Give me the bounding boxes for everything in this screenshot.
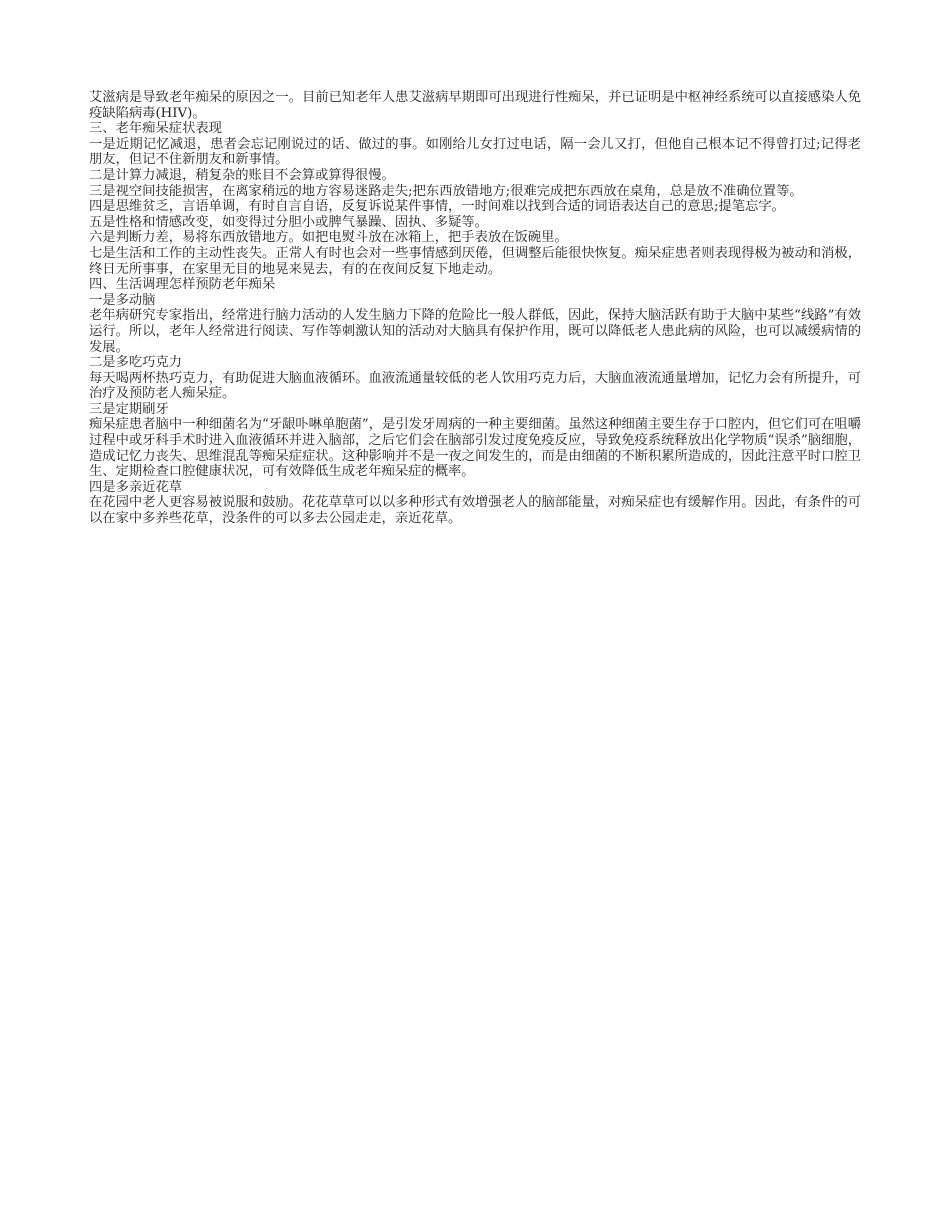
symptom-paragraph-1: 一是近期记忆减退，患者会忘记刚说过的话、做过的事。如刚给儿女打过电话，隔一会儿又打，但他自己根本记不得曾打过;记得老朋友，但记不住新朋友和新事情。 xyxy=(89,136,861,168)
subheading-brush-teeth: 三是定期刷牙 xyxy=(89,401,169,417)
section-heading-symptoms: 三、老年痴呆症状表现 xyxy=(89,121,222,137)
paragraph-brush-teeth: 痴呆症患者脑中一种细菌名为“牙龈卟啉单胞菌”，是引发牙周病的一种主要细菌。虽然这种细菌主要生存于口腔内，但它们可在咀嚼过程中或牙科手术时进入血液循环并进入脑部，之后它们会在脑部引发过度免疫反应，导致免疫系统释放出化学物质“误杀”脑细胞，造成记忆力丧失、思维混乱等痴呆症症状。这种影响并不是一夜之间发生的，而是由细菌的不断积累所造成的，因此注意平时口腔卫生、定期检查口腔健康状况，可有效降低生成老年痴呆症的概率。 xyxy=(89,417,861,480)
document-body xyxy=(89,90,861,527)
paragraph-use-brain: 老年病研究专家指出，经常进行脑力活动的人发生脑力下降的危险比一般人群低，因此，保持大脑活跃有助于大脑中某些“线路”有效运行。所以，老年人经常进行阅读、写作等刺激认知的活动对大脑具有保护作用，既可以降低老人患此病的风险，也可以减缓病情的发展。 xyxy=(89,308,861,355)
paragraph-chocolate: 每天喝两杯热巧克力，有助促进大脑血液循环。血液流通量较低的老人饮用巧克力后，大脑血液流通量增加，记忆力会有所提升，可治疗及预防老人痴呆症。 xyxy=(89,370,861,402)
intro-paragraph: 艾滋病是导致老年痴呆的原因之一。目前已知老年人患艾滋病早期即可出现进行性痴呆，并已证明是中枢神经系统可以直接感染人免疫缺陷病毒(HIV)。 xyxy=(89,90,861,121)
symptom-paragraph-4: 四是思维贫乏，言语单调，有时自言自语，反复诉说某件事情，一时间难以找到合适的词语表达自己的意思;提笔忘字。 xyxy=(89,199,785,215)
symptom-paragraph-7: 七是生活和工作的主动性丧失。正常人有时也会对一些事情感到厌倦，但调整后能很快恢复。痴呆症患者则表现得极为被动和消极，终日无所事事，在家里无目的地晃来晃去，有的在夜间反复下地走动。 xyxy=(89,245,861,277)
symptom-paragraph-3: 三是视空间技能损害，在离家稍远的地方容易迷路走失;把东西放错地方;很难完成把东西放在桌角，总是放不准确位置等。 xyxy=(89,183,803,199)
symptom-paragraph-6: 六是判断力差，易将东西放错地方。如把电熨斗放在冰箱上，把手表放在饭碗里。 xyxy=(89,230,568,246)
section-heading-prevention: 四、生活调理怎样预防老年痴呆 xyxy=(89,277,276,293)
subheading-use-brain: 一是多动脑 xyxy=(89,292,156,308)
symptom-paragraph-5: 五是性格和情感改变，如变得过分胆小或脾气暴躁、固执、多疑等。 xyxy=(89,214,488,230)
paragraph-flowers: 在花园中老人更容易被说服和鼓励。花花草草可以以多种形式有效增强老人的脑部能量，对痴呆症也有缓解作用。因此，有条件的可以在家中多养些花草，没条件的可以多去公园走走，亲近花草。 xyxy=(89,495,861,527)
symptom-paragraph-2: 二是计算力减退，稍复杂的账目不会算或算得很慢。 xyxy=(89,167,395,183)
subheading-flowers: 四是多亲近花草 xyxy=(89,479,183,495)
subheading-chocolate: 二是多吃巧克力 xyxy=(89,355,183,371)
